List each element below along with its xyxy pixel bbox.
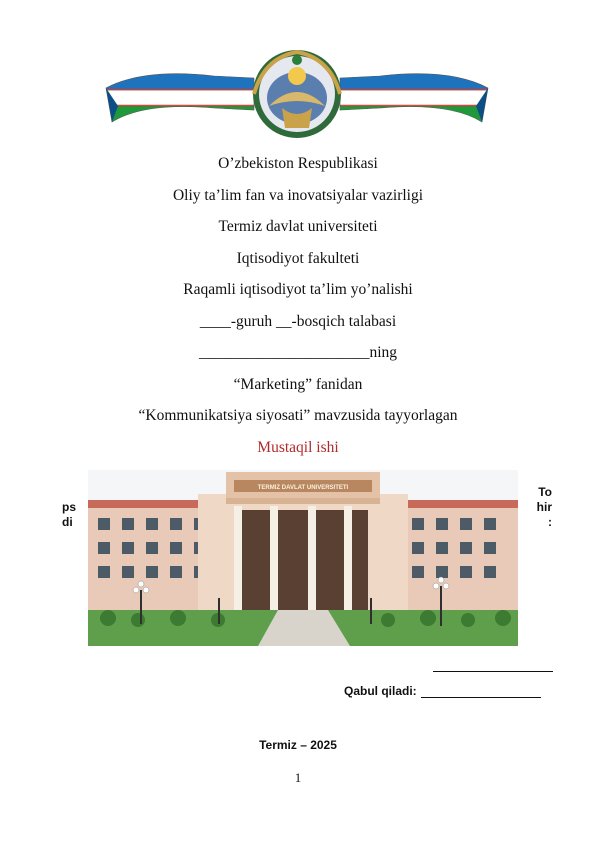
- city-year: Termiz – 2025: [259, 738, 337, 752]
- header-line-republic: O’zbekiston Respublikasi: [218, 155, 378, 172]
- university-building-image: [88, 470, 518, 646]
- title-block: [0, 148, 596, 463]
- state-emblem-image: [104, 48, 490, 140]
- header-line-faculty: Iqtisodiyot fakulteti: [236, 249, 360, 267]
- page-number: 1: [294, 770, 302, 785]
- header-line-topic: “Kommunikatsiya siyosati” mavzusida tayyorlagan: [138, 407, 458, 424]
- blank-line-top: [433, 671, 553, 672]
- header-line-university: Termiz davlat universiteti: [218, 218, 378, 235]
- header-line-subject: “Marketing” fanidan: [233, 375, 363, 393]
- header-line-ministry: Oliy ta’lim fan va inovatsiyalar vazirligi: [172, 186, 424, 204]
- building-sign: TERMIZ DAVLAT UNIVERSITETI: [257, 485, 349, 491]
- work-title: Mustaqil ishi: [257, 438, 339, 456]
- header-line-direction: Raqamli iqtisodiyot ta’lim yo’nalishi: [183, 281, 413, 298]
- accept-blank-line: [421, 685, 541, 698]
- side-text-left: ps di: [62, 500, 77, 529]
- accept-row: [344, 684, 541, 698]
- header-line-student: ______________________ning: [198, 344, 398, 361]
- accept-label: Qabul qiladi:: [344, 684, 417, 698]
- side-text-right: To hir :: [536, 485, 552, 529]
- header-line-group: ____-guruh __-bosqich talabasi: [199, 312, 397, 330]
